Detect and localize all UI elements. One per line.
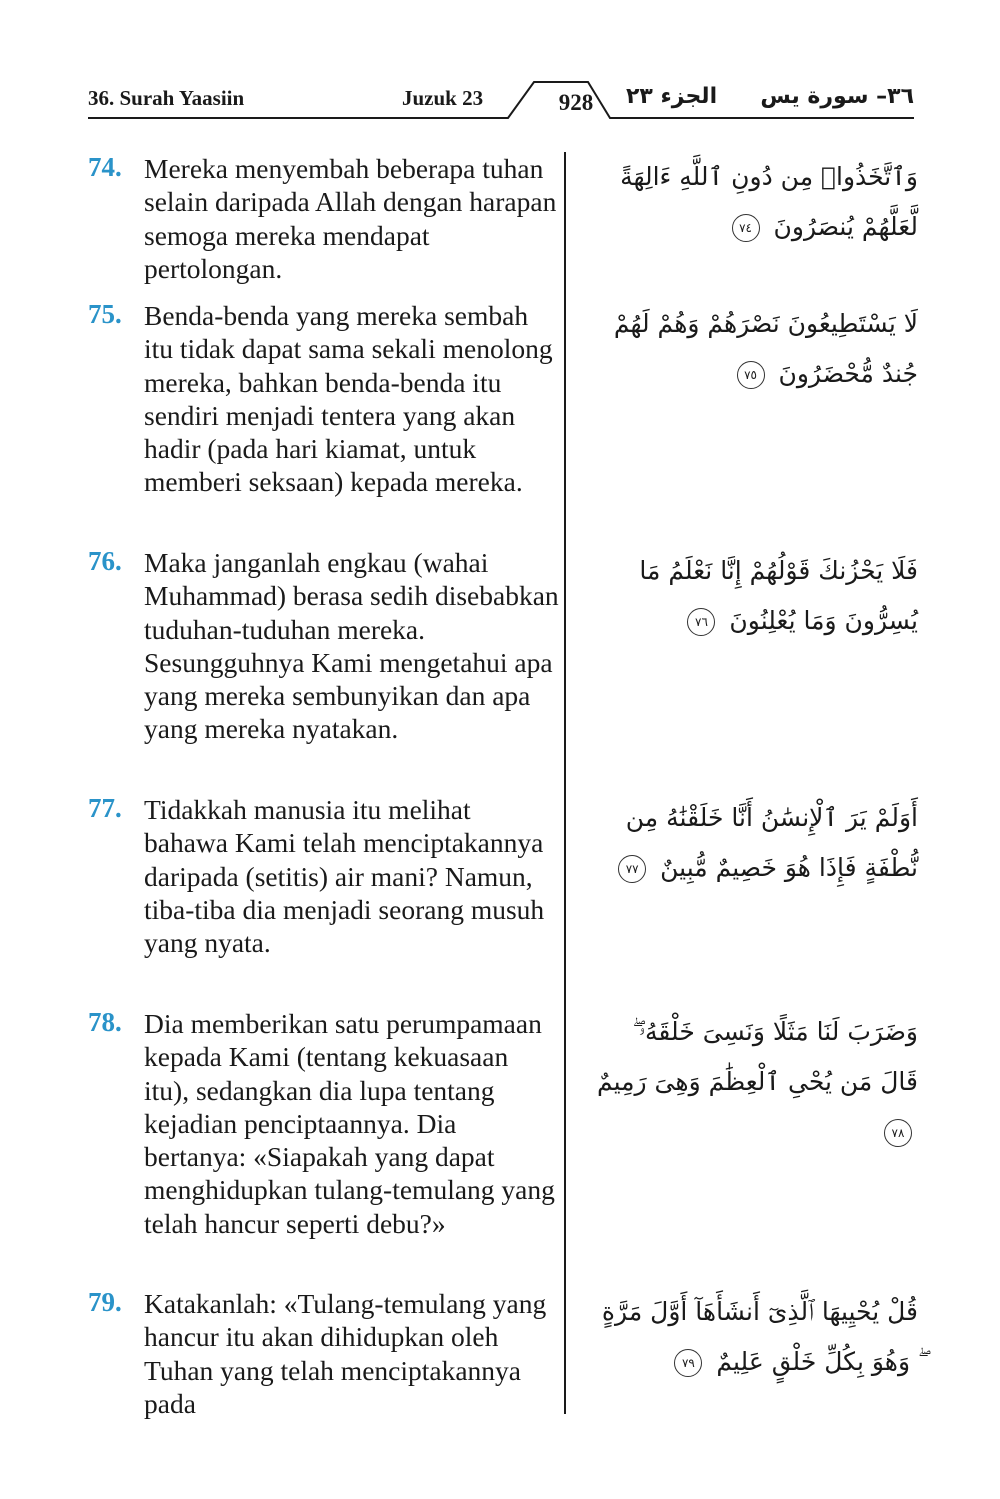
verse-arabic (596, 793, 918, 893)
verse-number: 78. (88, 1007, 122, 1037)
verse-arabic (596, 152, 918, 252)
surah-title-arabic: ٣٦– سورة يس (760, 84, 914, 109)
verse-number: 75. (88, 299, 122, 329)
verse-translation: Dia memberikan satu perumpamaan kepada Kami (tentang kekuasaan itu), sedangkan dia lupa tentang kejadian penciptaannya. Dia bertanya: «Siapakah yang dapat menghidupkan tulang-temulang yang telah hancur seperti debu?» (144, 1008, 555, 1239)
ayah-end-marker: ٧٤ (732, 214, 760, 242)
page-header (88, 78, 914, 120)
verse-arabic (596, 1007, 918, 1157)
verse-arabic (596, 1287, 918, 1387)
arabic-text: فَلَا يَحْزُنكَ قَوْلُهُمْ إِنَّا نَعْلَمُ مَا يُسِرُّونَ وَمَا يُعْلِنُونَ (639, 556, 918, 635)
verse-translation: Tidakkah manusia itu melihat bahawa Kami telah menciptakannya daripada (setitis) air mani? Namun, tiba-tiba dia menjadi seorang musuh yang nyata. (144, 794, 545, 959)
juz-label-arabic: الجزء ٢٣ (626, 84, 718, 109)
arabic-text: لَا يَسْتَطِيعُونَ نَصْرَهُمْ وَهُمْ لَهُمْ جُندٌ مُّحْضَرُونَ (613, 309, 918, 388)
verse-translation: Benda-benda yang mereka sembah itu tidak dapat sama sekali menolong mereka, bahkan benda-benda itu sendiri menjadi tentera yang akan hadir (pada hari kiamat, untuk memberi seksaan) kepada mereka. (144, 300, 553, 498)
verse-number: 76. (88, 546, 122, 576)
arabic-text: وَٱتَّخَذُوا۟ مِن دُونِ ٱللَّهِ ءَالِهَةً لَّعَلَّهُمْ يُنصَرُونَ (620, 162, 918, 241)
verse-number: 77. (88, 793, 122, 823)
ayah-end-marker: ٧٩ (674, 1349, 702, 1377)
arabic-text: قُلْ يُحْيِيهَا ٱلَّذِىٓ أَنشَأَهَآ أَوَّلَ مَرَّةٍ ۖ وَهُوَ بِكُلِّ خَلْقٍ عَلِيمٌ (601, 1297, 918, 1376)
arabic-text: وَضَرَبَ لَنَا مَثَلًا وَنَسِىَ خَلْقَهُۥ ۖ قَالَ مَن يُحْىِ ٱلْعِظَٰمَ وَهِىَ رَمِيمٌ (596, 1017, 918, 1096)
juzuk-label: Juzuk 23 (402, 86, 484, 110)
ayah-end-marker: ٧٨ (884, 1119, 912, 1147)
ayah-end-marker: ٧٥ (737, 361, 765, 389)
verse-translation: Mereka menyembah beberapa tuhan selain daripada Allah dengan harapan semoga mereka mendapat pertolongan. (144, 153, 557, 284)
surah-title-latin: 36. Surah Yaasiin (88, 86, 245, 110)
column-divider (564, 152, 566, 1414)
verse-number: 79. (88, 1287, 122, 1317)
verse-translation: Katakanlah: «Tulang-temulang yang hancur itu akan dihidupkan oleh Tuhan yang telah menciptakannya pada (144, 1288, 547, 1419)
verse-translation: Maka janganlah engkau (wahai Muhammad) berasa sedih disebabkan tuduhan-tuduhan mereka. Sesungguhnya Kami mengetahui apa yang mereka sembunyikan dan apa yang mereka nyatakan. (144, 547, 559, 745)
arabic-text: أَوَلَمْ يَرَ ٱلْإِنسَٰنُ أَنَّا خَلَقْنَٰهُ مِن نُّطْفَةٍ فَإِذَا هُوَ خَصِيمٌ مُّبِينٌ (625, 803, 918, 882)
verse-arabic (596, 299, 918, 399)
page-number: 928 (558, 90, 594, 115)
verse-number: 74. (88, 152, 122, 182)
ayah-end-marker: ٧٧ (618, 855, 646, 883)
ayah-end-marker: ٧٦ (687, 608, 715, 636)
verse-arabic (596, 546, 918, 646)
